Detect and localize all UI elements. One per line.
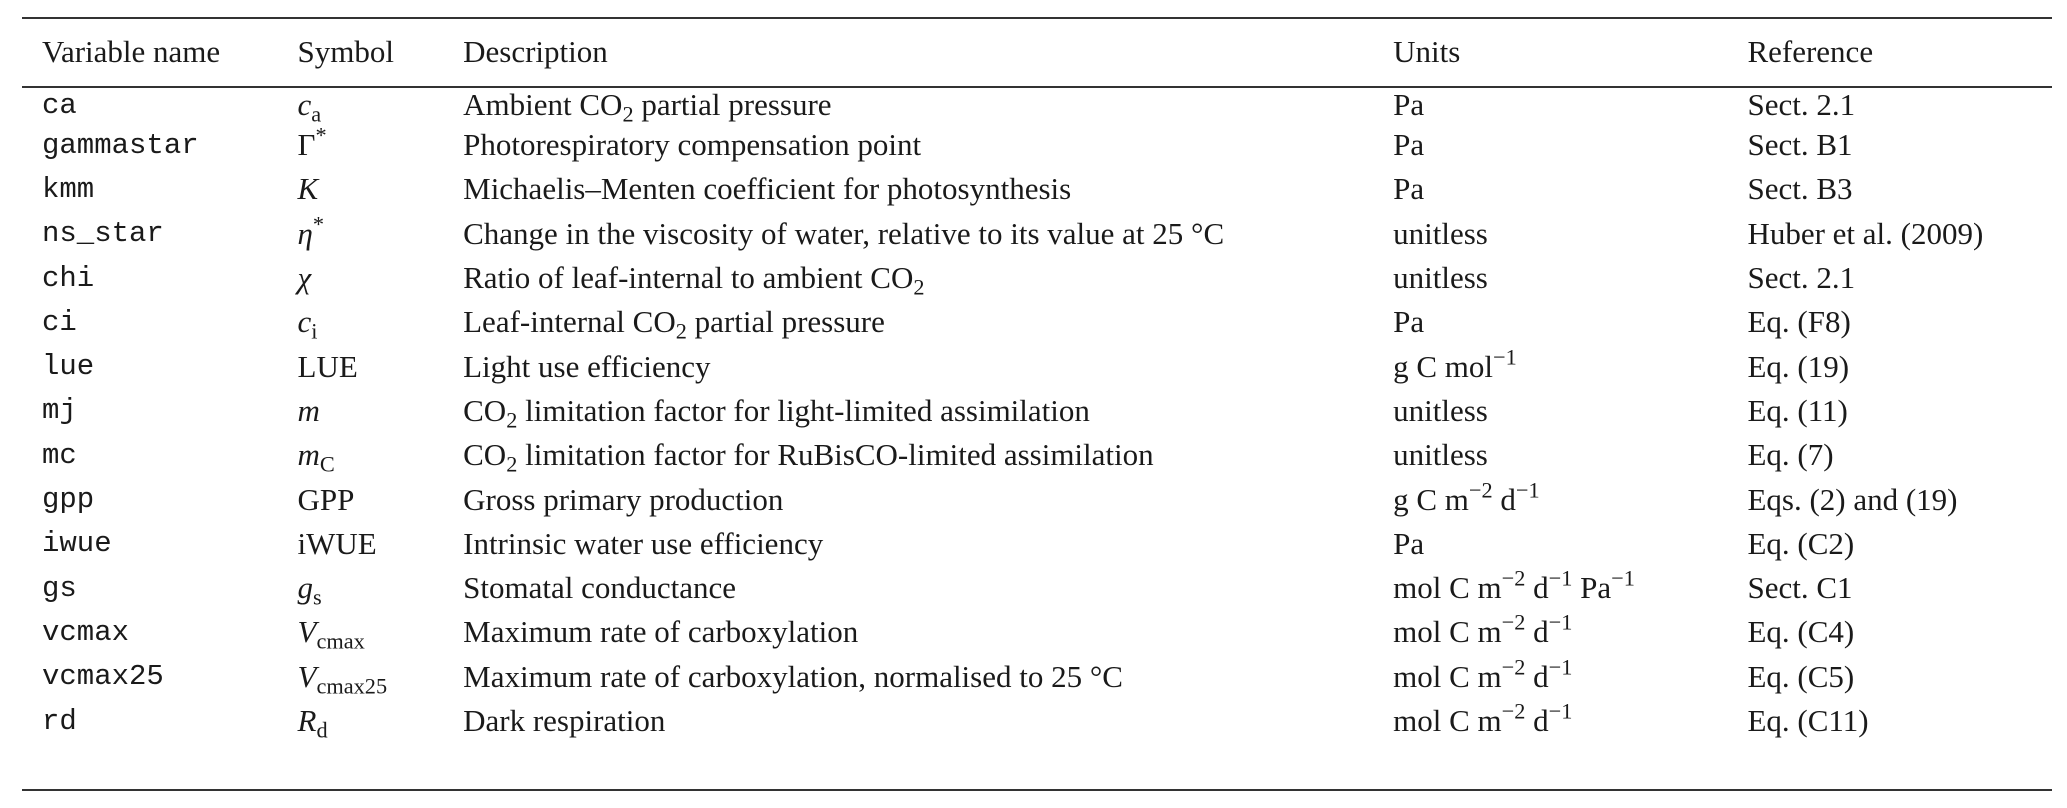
units-cell (1393, 389, 1747, 433)
header-reference: Reference (1747, 34, 1874, 69)
header-variable-name: Variable name (42, 34, 221, 69)
description-cell (463, 256, 1393, 300)
table-body (22, 70, 2067, 743)
symbol-cell (298, 433, 464, 477)
description-part: CO (463, 392, 507, 428)
units-part: Pa (1393, 525, 1425, 561)
header-row (22, 0, 2067, 70)
symbol-part: iWUE (297, 525, 377, 561)
units-part: mol C m (1393, 614, 1502, 650)
units-cell (1393, 566, 1747, 610)
units-part: d (1525, 658, 1549, 694)
units-part: −2 (1501, 698, 1526, 724)
variable-name-cell: rd (42, 704, 77, 738)
table-row (22, 655, 2067, 699)
variable-name-cell: mj (42, 394, 77, 428)
units-part: −2 (1501, 610, 1526, 636)
symbol-part: d (316, 717, 328, 743)
symbol-part: V (297, 614, 317, 650)
symbol-cell (298, 389, 464, 433)
units-part: d (1525, 614, 1549, 650)
reference-cell: Eq. (F8) (1747, 304, 1851, 340)
bottom-rule (22, 789, 2052, 791)
units-cell (1393, 433, 1747, 477)
reference-cell: Eq. (C11) (1747, 703, 1869, 738)
reference-cell: Eqs. (2) and (19) (1747, 481, 1958, 517)
symbol-cell (298, 167, 464, 211)
table-row (22, 433, 2067, 477)
description-part: Light use efficiency (463, 348, 711, 384)
symbol-part: c (297, 304, 312, 340)
table-row (22, 522, 2067, 566)
symbol-part: LUE (297, 348, 358, 384)
symbol-part: i (311, 319, 318, 345)
description-cell (463, 477, 1393, 521)
symbol-cell (298, 699, 464, 743)
units-cell (1393, 300, 1747, 344)
variable-name-cell: mc (42, 438, 77, 472)
units-part: g C mol (1393, 348, 1494, 384)
units-cell (1393, 167, 1747, 211)
symbol-cell (298, 522, 464, 566)
description-cell (463, 433, 1393, 477)
units-part: unitless (1393, 392, 1488, 428)
units-cell (1393, 610, 1747, 654)
table-row (22, 300, 2067, 344)
variable-name-cell: gpp (42, 483, 95, 517)
table-row (22, 610, 2067, 654)
variables-table (22, 0, 2067, 743)
variable-name-cell: gammastar (42, 128, 199, 162)
symbol-part: χ (297, 260, 312, 296)
variable-name-cell: lue (42, 350, 95, 384)
symbol-part: Γ (297, 127, 316, 163)
units-part: Pa (1393, 127, 1425, 163)
symbol-cell (297, 70, 464, 127)
symbol-cell (298, 655, 464, 699)
units-part: unitless (1393, 437, 1488, 473)
table-row (22, 167, 2067, 211)
description-cell (463, 300, 1393, 344)
description-cell (463, 566, 1393, 610)
description-cell (463, 699, 1393, 743)
description-part: CO (463, 437, 507, 473)
units-cell (1393, 699, 1747, 743)
units-part: Pa (1572, 570, 1612, 606)
symbol-cell (298, 300, 464, 344)
symbol-part: * (315, 122, 327, 148)
header-description: Description (463, 34, 608, 69)
description-part: 2 (622, 101, 634, 127)
units-part: −1 (1611, 565, 1635, 591)
table-row (22, 256, 2067, 300)
variable-name-cell: kmm (42, 172, 95, 206)
reference-cell: Eq. (11) (1747, 392, 1848, 428)
table-row (22, 70, 2067, 123)
units-part: −1 (1548, 610, 1573, 636)
units-part: −1 (1493, 344, 1517, 370)
description-part: Leaf-internal CO (463, 304, 676, 340)
description-cell (463, 610, 1393, 654)
symbol-cell (298, 123, 464, 167)
variable-name-cell: vcmax (42, 615, 130, 649)
symbol-part: K (297, 171, 319, 207)
description-cell (463, 212, 1393, 256)
variable-name-cell: iwue (42, 527, 112, 561)
units-cell (1393, 123, 1747, 167)
description-part: 2 (675, 319, 687, 345)
description-part: 2 (913, 274, 925, 300)
reference-cell: Sect. B3 (1747, 171, 1853, 207)
description-part: Michaelis–Menten coefficient for photosynthesis (463, 171, 1072, 207)
description-part: Change in the viscosity of water, relative to its value at 25 °C (463, 215, 1225, 251)
units-part: mol C m (1393, 703, 1502, 738)
reference-cell: Eq. (7) (1747, 437, 1834, 473)
table-row (22, 344, 2067, 388)
variable-name-cell: ns_star (42, 217, 164, 251)
units-part: mol C m (1393, 570, 1502, 606)
table-row (22, 699, 2067, 743)
symbol-part: m (297, 437, 320, 473)
description-part: 2 (506, 451, 518, 477)
description-part: partial pressure (686, 304, 885, 340)
units-part: −2 (1501, 654, 1526, 680)
units-part: unitless (1393, 260, 1488, 296)
variable-name-cell: chi (42, 261, 95, 295)
description-cell (463, 167, 1393, 211)
symbol-part: a (311, 101, 322, 127)
units-part: −1 (1515, 477, 1540, 503)
description-cell (463, 123, 1393, 167)
symbol-part: GPP (297, 481, 355, 517)
table-row (22, 212, 2067, 256)
description-part: Photorespiratory compensation point (463, 127, 922, 163)
reference-cell: Sect. 2.1 (1747, 87, 1856, 122)
description-part: Dark respiration (463, 703, 666, 738)
units-part: −2 (1501, 565, 1526, 591)
description-part: Gross primary production (463, 481, 784, 517)
variable-name-cell: ci (42, 305, 77, 339)
symbol-part: V (297, 658, 317, 694)
variable-name-cell: vcmax25 (42, 660, 164, 694)
units-cell (1393, 522, 1747, 566)
symbol-part: * (312, 211, 325, 237)
description-part: Intrinsic water use efficiency (463, 525, 824, 561)
symbol-part: g (297, 570, 314, 606)
units-cell (1393, 212, 1747, 256)
description-cell (463, 522, 1393, 566)
units-cell (1393, 256, 1747, 300)
units-part: d (1525, 703, 1549, 738)
table-row (22, 566, 2067, 610)
symbol-cell (298, 344, 464, 388)
units-cell (1393, 477, 1747, 521)
symbol-cell (298, 610, 464, 654)
description-cell (463, 70, 1393, 127)
reference-cell: Eq. (C4) (1747, 614, 1855, 650)
symbol-part: R (297, 703, 317, 738)
description-part: partial pressure (633, 87, 832, 122)
description-part: Maximum rate of carboxylation (463, 614, 859, 650)
description-part: limitation factor for RuBisCO-limited assimilation (517, 437, 1154, 473)
symbol-cell (298, 566, 464, 610)
description-cell (463, 389, 1393, 433)
table-row (22, 123, 2067, 167)
header-symbol: Symbol (297, 34, 394, 69)
description-part: 2 (506, 407, 518, 433)
units-part: −1 (1548, 698, 1573, 724)
variable-name-cell: gs (42, 571, 77, 605)
symbol-cell (298, 212, 464, 256)
units-part: mol C m (1393, 658, 1502, 694)
reference-cell: Sect. B1 (1747, 127, 1853, 163)
reference-cell: Sect. C1 (1747, 570, 1853, 606)
symbol-part: m (297, 392, 320, 428)
symbol-part: c (297, 87, 312, 122)
units-part: −2 (1468, 477, 1493, 503)
units-cell (1393, 655, 1747, 699)
symbol-part: cmax25 (316, 673, 388, 699)
units-part: g C m (1393, 481, 1469, 517)
units-part: −1 (1548, 565, 1573, 591)
units-part: Pa (1393, 304, 1425, 340)
reference-cell: Sect. 2.1 (1747, 260, 1856, 296)
units-part: −1 (1548, 654, 1573, 680)
table-row (22, 389, 2067, 433)
header-units: Units (1393, 34, 1461, 69)
units-cell (1393, 70, 1747, 123)
symbol-part: cmax (316, 629, 365, 655)
description-part: Stomatal conductance (463, 570, 736, 606)
units-part: unitless (1393, 215, 1488, 251)
variable-name-cell: ca (42, 88, 77, 122)
table-row (22, 477, 2067, 521)
description-cell (463, 344, 1393, 388)
symbol-cell (298, 256, 464, 300)
units-part: Pa (1393, 171, 1425, 207)
description-cell (463, 655, 1393, 699)
symbol-part: η (297, 215, 313, 251)
description-part: Maximum rate of carboxylation, normalised to 25 °C (463, 658, 1123, 694)
reference-cell: Eq. (C5) (1747, 658, 1855, 694)
description-part: limitation factor for light-limited assimilation (517, 392, 1090, 428)
description-part: Ambient CO (463, 87, 623, 122)
description-part: Ratio of leaf-internal to ambient CO (463, 260, 914, 296)
reference-cell: Eq. (C2) (1747, 525, 1855, 561)
symbol-cell (298, 477, 464, 521)
units-part: Pa (1393, 87, 1425, 122)
symbol-part: C (319, 451, 335, 477)
units-cell (1393, 344, 1747, 388)
symbol-part: s (313, 584, 322, 610)
units-part: d (1525, 570, 1549, 606)
reference-cell: Eq. (19) (1747, 348, 1850, 384)
reference-cell: Huber et al. (2009) (1747, 215, 1984, 251)
units-part: d (1492, 481, 1516, 517)
